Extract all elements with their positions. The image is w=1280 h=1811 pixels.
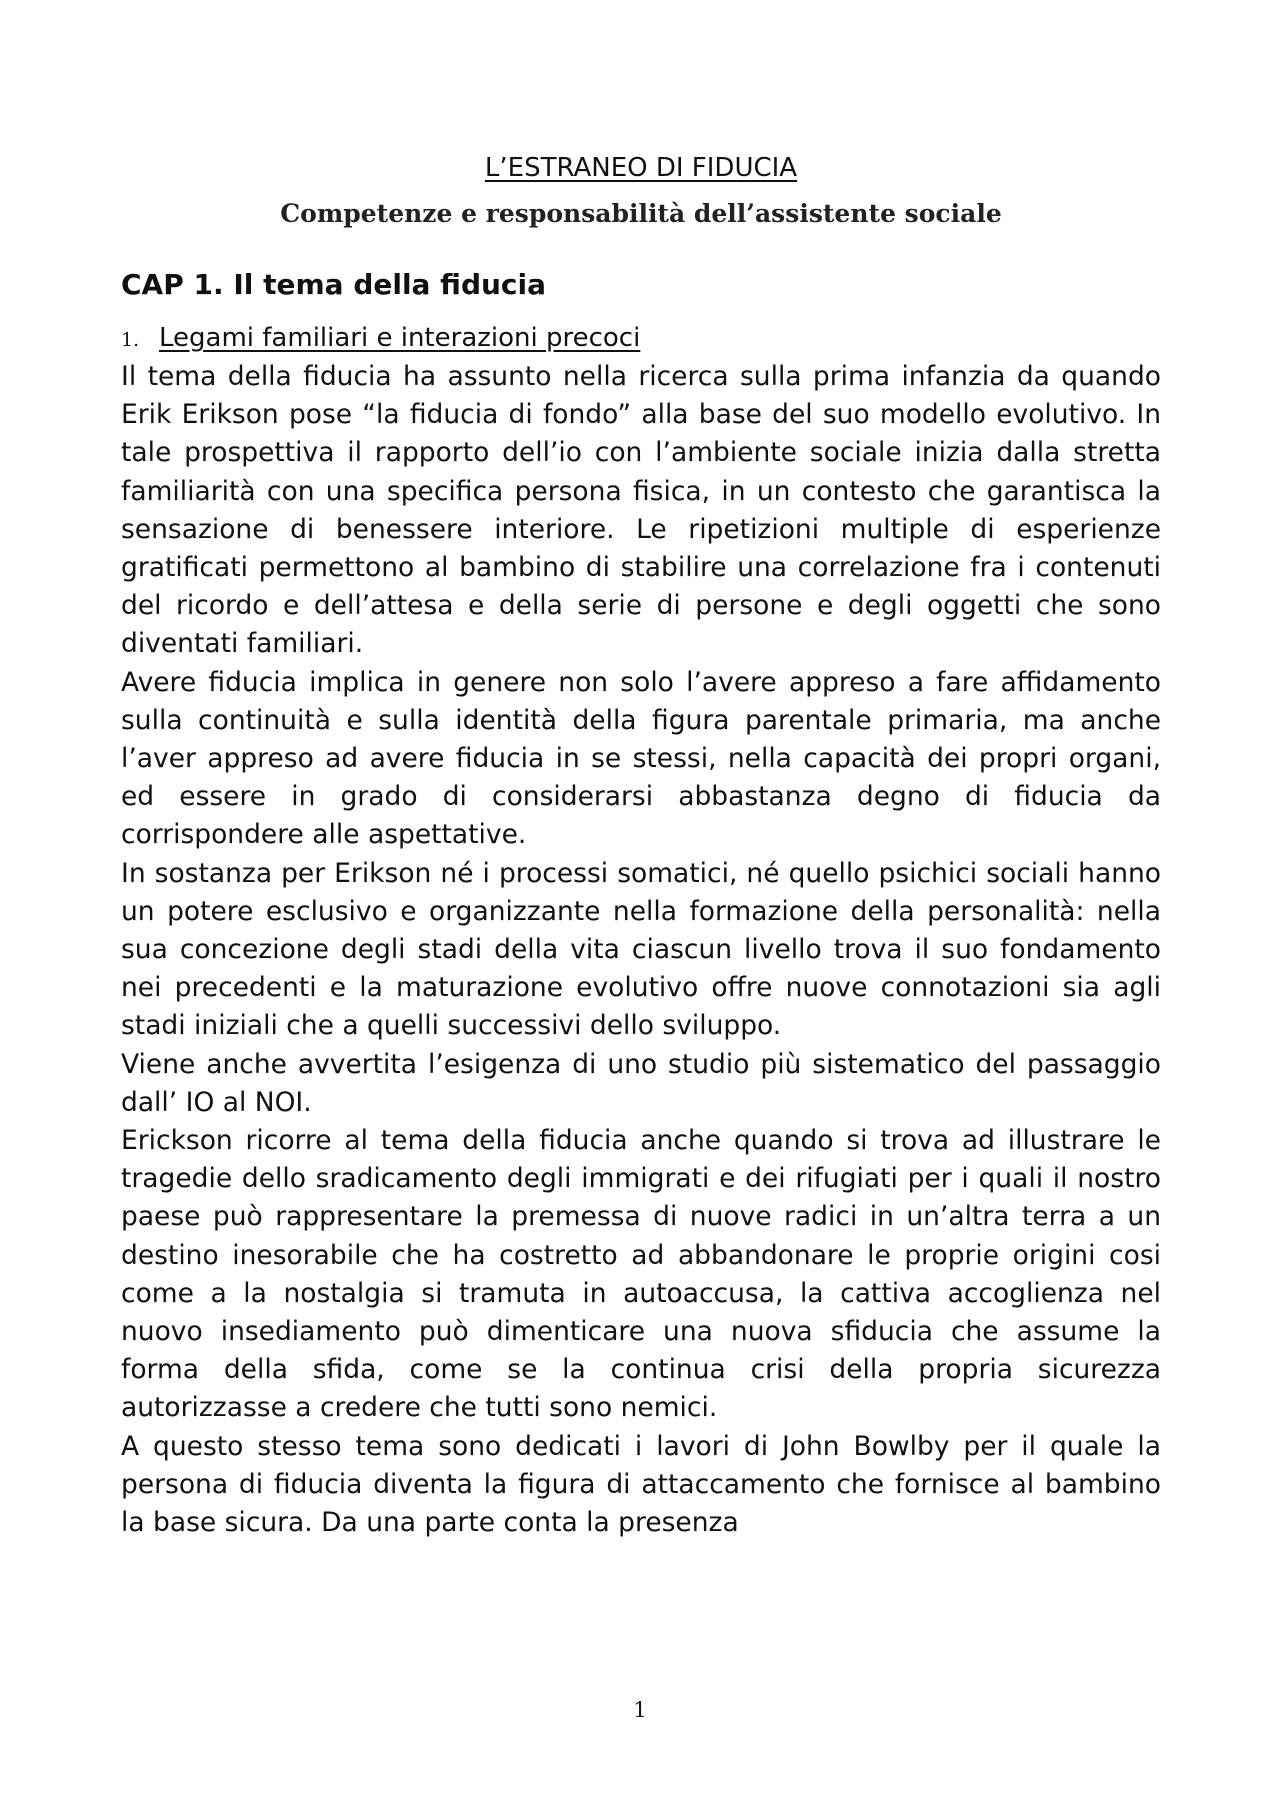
chapter-heading: CAP 1. Il tema della fiducia bbox=[121, 268, 547, 301]
paragraph-3: In sostanza per Erikson né i processi somatici, né quello psichici sociali hanno un potere esclusivo e organizzante nella formazione della personalità: nella sua concezione degli stadi della vita ciascun livello trova il suo fondamento nei precedenti e la maturazione evolutivo offre nuove connotazioni sia agli stadi iniziali che a quelli successivi dello sviluppo. bbox=[121, 857, 1161, 1042]
document-title bbox=[121, 148, 1161, 188]
page-content bbox=[121, 148, 1161, 1542]
section-label: Legami familiari e interazioni precoci bbox=[159, 323, 641, 353]
paragraph-6: A questo stesso tema sono dedicati i lavori di John Bowlby per il quale la persona di fiducia diventa la figura di attaccamento che fornisce al bambino la base sicura. Da una parte conta la presenza bbox=[121, 1430, 1161, 1539]
paragraph-1: Il tema della fiducia ha assunto nella ricerca sulla prima infanzia da quando Erik Erikson pose “la fiducia di fondo” alla base del suo modello evolutivo. In tale prospettiva il rapporto dell’io con l’ambiente sociale inizia dalla stretta familiarità con una specifica persona fisica, in un contesto che garantisca la sensazione di benessere interiore. Le ripetizioni multiple di esperienze gratificati permettono al bambino di stabilire una correlazione fra i contenuti del ricordo e dell’attesa e della serie di persone e degli oggetti che sono diventati familiari. bbox=[121, 361, 1161, 660]
section-heading bbox=[121, 320, 1161, 358]
section-number: 1. bbox=[121, 329, 140, 351]
paragraph-4: Viene anche avvertita l’esigenza di uno studio più sistematico del passaggio dall’ IO al NOI. bbox=[121, 1048, 1161, 1118]
paragraph-2: Avere fiducia implica in genere non solo l’avere appreso a fare affidamento sulla continuità e sulla identità della figura parentale primaria, ma anche l’aver appreso ad avere fiducia in se stessi, nella capacità dei propri organi, ed essere in grado di considerarsi abbastanza degno di fiducia da corrispondere alle aspettative. bbox=[121, 666, 1161, 851]
page-number: 1 bbox=[633, 1698, 647, 1722]
document-title-text: L’ESTRANEO DI FIDUCIA bbox=[484, 153, 798, 183]
document-subtitle: Competenze e responsabilità dell’assistente sociale bbox=[280, 199, 1002, 228]
paragraph-5: Erickson ricorre al tema della fiducia anche quando si trova ad illustrare le tragedie dello sradicamento degli immigrati e dei rifugiati per i quali il nostro paese può rappresentare la premessa di nuove radici in un’altra terra a un destino inesorabile che ha costretto ad abbandonare le proprie origini cosi come a la nostalgia si tramuta in autoaccusa, la cattiva accoglienza nel nuovo insediamento può dimenticare una nuova sfiducia che assume la forma della sfida, come se la continua crisi della propria sicurezza autorizzasse a credere che tutti sono nemici. bbox=[121, 1125, 1161, 1424]
